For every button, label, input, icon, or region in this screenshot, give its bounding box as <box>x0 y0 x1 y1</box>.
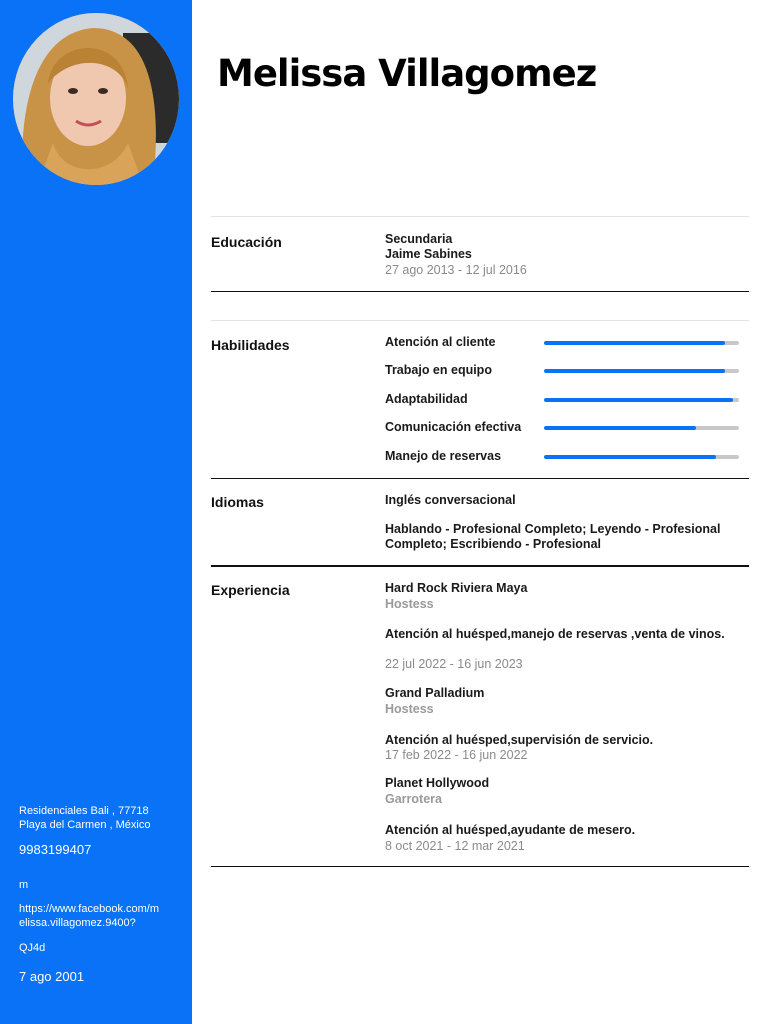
skill-bar <box>544 369 739 373</box>
language-detail: Hablando - Profesional Completo; Leyendo - Profesional Completo; Escribiendo - Profesional <box>385 522 721 551</box>
job-role: Hostess <box>385 597 434 611</box>
code: QJ4d <box>19 942 46 954</box>
divider <box>211 478 749 479</box>
section-title-skills: Habilidades <box>211 337 290 353</box>
skill-bar <box>544 426 739 430</box>
divider <box>211 866 749 867</box>
email[interactable]: m <box>19 879 29 891</box>
sidebar <box>0 0 192 1024</box>
job-description: Atención al huésped,supervisión de servicio. <box>385 733 654 747</box>
divider <box>211 320 749 321</box>
skill-label: Trabajo en equipo <box>385 363 492 377</box>
skill-bar <box>544 341 739 345</box>
job-dates: 22 jul 2022 - 16 jun 2023 <box>385 657 523 671</box>
skill-bar <box>544 455 739 459</box>
avatar <box>13 13 179 185</box>
job-role: Hostess <box>385 702 434 716</box>
language-name: Inglés conversacional <box>385 493 516 507</box>
divider <box>211 291 749 292</box>
job-description: Atención al huésped,ayudante de mesero. <box>385 823 636 837</box>
skill-bar <box>544 398 739 402</box>
job-company: Hard Rock Riviera Maya <box>385 581 528 595</box>
section-title-experience: Experiencia <box>211 582 290 598</box>
divider <box>211 565 749 567</box>
phone[interactable]: 9983199407 <box>19 842 92 857</box>
job-role: Garrotera <box>385 792 442 806</box>
job-company: Grand Palladium <box>385 686 485 700</box>
job-description: Atención al huésped,manejo de reservas ,venta de vinos. <box>385 627 725 641</box>
skill-label: Manejo de reservas <box>385 449 502 463</box>
facebook-link[interactable]: https://www.facebook.com/melissa.villagomez.9400? <box>19 903 159 929</box>
divider <box>211 216 749 217</box>
skill-label: Adaptabilidad <box>385 392 468 406</box>
education-level: Secundaria <box>385 232 453 246</box>
page-title: Melissa Villagomez <box>217 52 597 95</box>
job-dates: 8 oct 2021 - 12 mar 2021 <box>385 839 525 853</box>
section-title-education: Educación <box>211 234 282 250</box>
birthdate: 7 ago 2001 <box>19 969 85 984</box>
skill-label: Atención al cliente <box>385 335 496 349</box>
section-title-languages: Idiomas <box>211 494 264 510</box>
job-dates: 17 feb 2022 - 16 jun 2022 <box>385 748 528 762</box>
skill-label: Comunicación efectiva <box>385 420 522 434</box>
job-company: Planet Hollywood <box>385 776 490 790</box>
education-school: Jaime Sabines <box>385 247 472 261</box>
profile-photo-icon <box>13 13 179 185</box>
address: Residenciales Bali , 77718 Playa del Carmen , México <box>19 805 151 831</box>
education-dates: 27 ago 2013 - 12 jul 2016 <box>385 263 527 277</box>
